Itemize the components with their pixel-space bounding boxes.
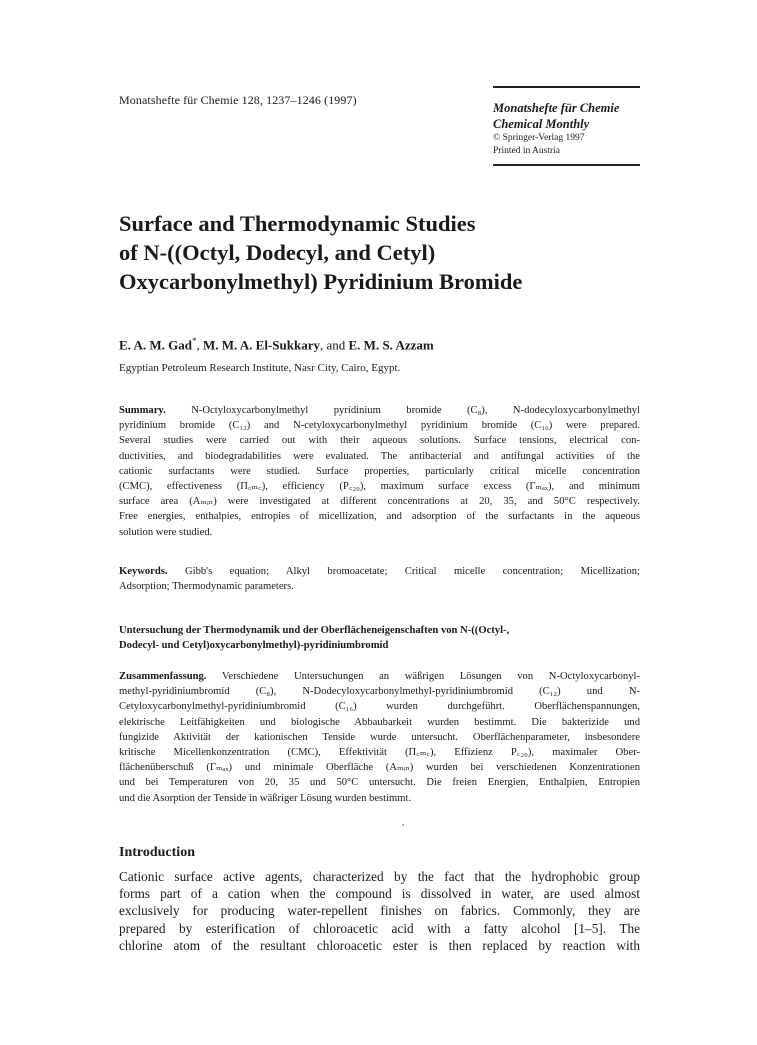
keywords-block [119, 564, 640, 594]
journal-subtitle: Chemical Monthly [493, 117, 590, 131]
printed-notice: Printed in Austria [493, 146, 561, 156]
author-name: E. M. S. Azzam [348, 337, 434, 353]
summary-label: Summary. [119, 405, 166, 416]
body-line: Cationic surface active agents, characterized by the fact that the hydrophobic group [119, 869, 640, 884]
zusammenfassung-line: und die Asorption der Tenside in wäßriger Lösung wurden bestimmt. [119, 792, 412, 804]
summary-line: Several studies were carried out with their aqueous solutions. Surface tensions, electrical con- [119, 435, 640, 447]
zusammenfassung-line: flächenüberschuß (Γₘₐₓ) und minimale Oberfläche (Aₘᵢₙ) wurden bei verschiedenen Konzentrationen [119, 762, 640, 774]
copyright-notice: © Springer-Verlag 1997 [493, 133, 585, 143]
title-line: Surface and Thermodynamic Studies [119, 211, 476, 236]
journal-info-box [493, 86, 640, 166]
summary-line: Free energies, enthalpies, entropies of micellization, and adsorption of the surfactants in the aqueous [119, 511, 640, 523]
bottom-rule [493, 164, 640, 166]
body-line: forms part of a cation when the compound is dissolved in water, are used almost [119, 886, 640, 902]
zusammenfassung-line: Zusammenfassung. Verschiedene Untersuchungen an wäßrigen Lösungen von N-Octyloxycarbonyl- [119, 671, 640, 682]
author-name: E. A. M. Gad [119, 337, 192, 353]
summary-line: surface area (Aₘᵢₙ) were investigated at different concentrations at 20, 35, and 50°C respectively. [119, 496, 640, 508]
title-line: Oxycarbonylmethyl) Pyridinium Bromide [119, 269, 523, 294]
zusammenfassung-line: kritische Micellenkonzentration (CMC), Effektivität (Π꜀ₘ꜀), Effizienz P꜀₂₀), maximaler Ober- [119, 747, 640, 759]
summary-line: cationic surfactants were studied. Surface properties, particularly critical micelle concentration [119, 465, 640, 477]
summary-line: Summary. N-Octyloxycarbonylmethyl pyridinium bromide (C₈), N-dodecyloxycarbonylmethyl [119, 405, 640, 416]
zusammenfassung-block [119, 669, 640, 806]
zusammenfassung-label: Zusammenfassung. [119, 671, 207, 682]
body-line: prepared by esterification of chloroacetic acid with a fatty alcohol [1–5]. The [119, 920, 640, 936]
author-separator: , [196, 337, 203, 353]
author-name: M. M. A. El-Sukkary [202, 337, 320, 353]
body-line: chlorine atom of the resultant chloroacetic ester is then replaced by reaction with [119, 937, 640, 953]
section-heading: Introduction [119, 845, 195, 860]
body-line: exclusively for producing water-repellent finishes on fabrics. Commonly, they are [119, 903, 640, 919]
journal-name: Monatshefte für Chemie [493, 101, 620, 115]
german-title-line: Dodecyl- und Cetyl)oxycarbonylmethyl)-pyridiniumbromid [119, 640, 389, 652]
summary-line: (CMC), effectiveness (Π꜀ₘ꜀), efficiency (P꜀₂₀), maximum surface excess (Γₘₐₓ), and minimum [119, 481, 640, 493]
article-title [119, 209, 639, 296]
german-title [119, 623, 640, 653]
affiliation: Egyptian Petroleum Research Institute, Nasr City, Cairo, Egypt. [119, 362, 401, 374]
keywords-line: Adsorption; Thermodynamic parameters. [119, 581, 294, 593]
title-line: of N-((Octyl, Dodecyl, and Cetyl) [119, 240, 436, 265]
summary-line: pyridinium bromide (C₁₂) and N-cetyloxycarbonylmethyl pyridinium bromide (C₁₆) were prepared. [119, 420, 640, 432]
corresponding-marker: * [191, 336, 197, 346]
author-separator: , and [319, 337, 349, 353]
introduction-body [119, 868, 640, 954]
german-title-line: Untersuchung der Thermodynamik und der Oberflächeneigenschaften von N-((Octyl-, [119, 625, 510, 636]
zusammenfassung-line: fungizide Aktivität der kationischen Tenside wurde untersucht. Oberflächenparameter, insbesondere [119, 731, 640, 743]
journal-citation: Monatshefte für Chemie 128, 1237–1246 (1997) [119, 93, 357, 107]
author-list [119, 336, 434, 353]
zusammenfassung-line: Cetyloxycarbonylmethyl-pyridiniumbromid (C₁₆) wurden durchgeführt. Oberflächenspannungen, [119, 701, 640, 713]
scan-speck [402, 824, 404, 826]
summary-line: solution were studied. [119, 526, 213, 538]
summary-line: ductivities, and biodegradabilities were evaluated. The antibacterial and antifungal activities of the [119, 450, 640, 462]
summary-block [119, 403, 640, 540]
zusammenfassung-line: methyl-pyridiniumbromid (C₈), N-Dodecyloxycarbonylmethyl-pyridiniumbromid (C₁₂) und N- [119, 686, 640, 698]
keywords-line: Keywords. Gibb's equation; Alkyl bromoacetate; Critical micelle concentration; Micellization; [119, 566, 640, 577]
top-rule [493, 86, 640, 88]
zusammenfassung-line: elektrische Leitfähigkeiten und biologische Abbaubarkeit wurden bestimmt. Die bakterizide und [119, 716, 640, 728]
zusammenfassung-line: und bei Temperaturen von 20, 35 und 50°C untersucht. Die freien Energien, Enthalpien, Entropien [119, 777, 640, 789]
keywords-label: Keywords. [119, 566, 168, 577]
